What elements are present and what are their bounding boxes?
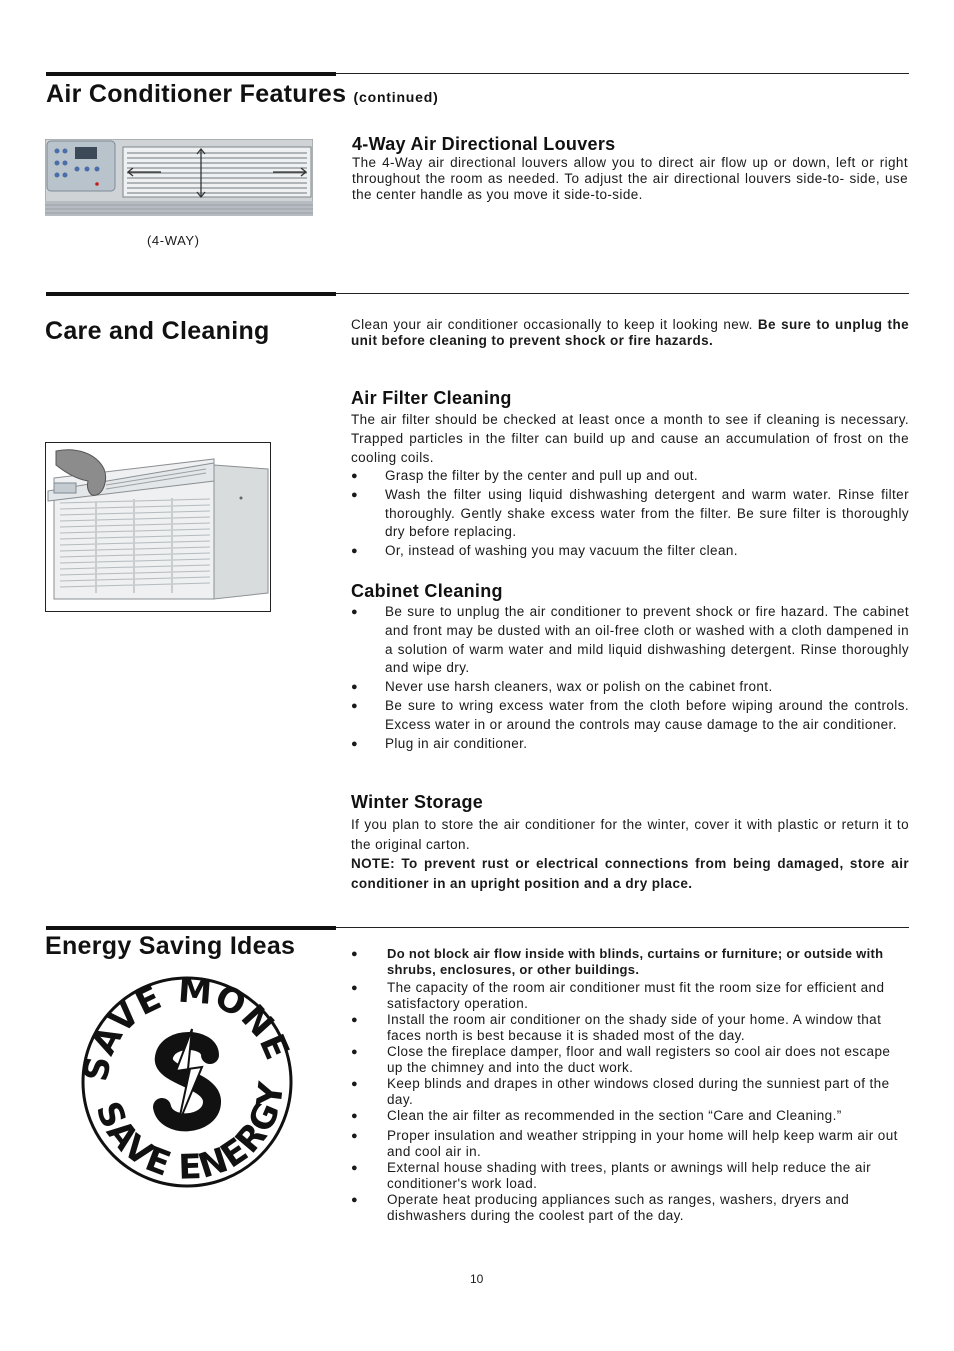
filter-heading: Air Filter Cleaning — [351, 388, 512, 408]
energy-bullet-list — [351, 980, 909, 1224]
louvers-heading: 4-Way Air Directional Louvers — [352, 134, 616, 154]
winter-text: If you plan to store the air conditioner for the winter, cover it with plastic or return it to the original carton. — [351, 817, 909, 852]
section-rule-thin — [336, 73, 909, 74]
list-item: ● Grasp the filter by the center and pull up and out. — [351, 467, 909, 486]
list-item: ● External house shading with trees, plants or awnings will help reduce the air conditioner's work load. — [351, 1160, 909, 1192]
care-title: Care and Cleaning — [45, 317, 270, 345]
energy-bold-item — [351, 946, 909, 978]
bullet-dot: ● — [351, 948, 358, 960]
care-intro-text: Clean your air conditioner occasionally to keep it looking new. — [351, 317, 758, 332]
list-item: ● Install the room air conditioner on the shady side of your home. A window that faces north is best because it is shaded most of the day. — [351, 1012, 909, 1044]
logo-text-bottom: SAVE ENERGY — [87, 1078, 293, 1188]
list-item: ● Close the fireplace damper, floor and wall registers so cool air does not escape up the chimney and into the duct work. — [351, 1044, 909, 1076]
ac-front-illustration — [45, 139, 313, 216]
section-rule-thick — [46, 72, 336, 76]
page-title-features — [46, 80, 439, 109]
save-money-save-energy-logo — [80, 975, 294, 1189]
section-rule-thick — [46, 926, 336, 930]
filter-removal-illustration — [45, 442, 271, 612]
section-rule-thin — [336, 927, 909, 928]
list-item: ● The capacity of the room air conditioner must fit the room size for efficient and satisfactory operation. — [351, 980, 909, 1012]
section-rule-thin — [336, 293, 909, 294]
cabinet-bullet-list — [351, 603, 909, 753]
list-item: ● Wash the filter using liquid dishwashing detergent and warm water. Rinse filter thoroughly. Gently shake excess water from the filter. Be sure filter is thoroughly dry before replacing. — [351, 486, 909, 542]
features-title: Air Conditioner Features — [46, 80, 347, 108]
list-item: ● Never use harsh cleaners, wax or polish on the cabinet front. — [351, 678, 909, 697]
list-item: ● Keep blinds and drapes in other windows closed during the sunniest part of the day. — [351, 1076, 909, 1108]
list-item: ● Be sure to unplug the air conditioner to prevent shock or fire hazard. The cabinet and front may be dusted with an oil-free cloth or washed with a cloth dampened in a solution of warm water and mild liquid dishwashing detergent. Rinse thoroughly and wipe dry. — [351, 603, 909, 678]
filter-bullet-list — [351, 467, 909, 561]
features-title-suffix: (continued) — [353, 89, 439, 105]
winter-note: NOTE: To prevent rust or electrical connections from being damaged, store air conditioner in an upright position and a dry place. — [351, 856, 909, 891]
logo-text-top: SAVE MONE — [80, 975, 294, 1085]
cabinet-heading: Cabinet Cleaning — [351, 581, 503, 601]
page-number: 10 — [470, 1272, 484, 1286]
section-rule-thick — [46, 292, 336, 296]
list-item: ● Clean the air filter as recommended in the section “Care and Cleaning.” — [351, 1108, 909, 1124]
energy-title: Energy Saving Ideas — [45, 932, 296, 960]
list-item: ● Or, instead of washing you may vacuum the filter clean. — [351, 542, 909, 561]
filter-text: The air filter should be checked at least once a month to see if cleaning is necessary. Trapped particles in the filter can build up and cause an accumulation of frost on the cooling coils. — [351, 412, 909, 465]
energy-bold-item-text: Do not block air flow inside with blinds, curtains or furniture; or outside with shrubs, enclosures, or other buildings. — [387, 946, 884, 977]
winter-heading: Winter Storage — [351, 792, 484, 812]
list-item: ● Proper insulation and weather stripping in your home will help keep warm air out and cool air in. — [351, 1128, 909, 1160]
care-intro-warning: Be sure to unplug the unit before cleaning to prevent shock or fire hazards. — [351, 317, 909, 348]
list-item: ● Be sure to wring excess water from the cloth before wiping around the controls. Excess water in or around the controls may cause damage to the air conditioner. — [351, 697, 909, 735]
list-item: ● Operate heat producing appliances such as ranges, washers, dryers and dishwashers during the coolest part of the day. — [351, 1192, 909, 1224]
care-intro — [351, 317, 909, 349]
list-item: ● Plug in air conditioner. — [351, 735, 909, 754]
features-image-caption: (4-WAY) — [147, 233, 200, 248]
louvers-text: The 4-Way air directional louvers allow you to direct air flow up or down, left or right throughout the room as needed. To adjust the air directional louvers side-to- side, use the center handle as you move it side-to-side. — [352, 155, 908, 202]
